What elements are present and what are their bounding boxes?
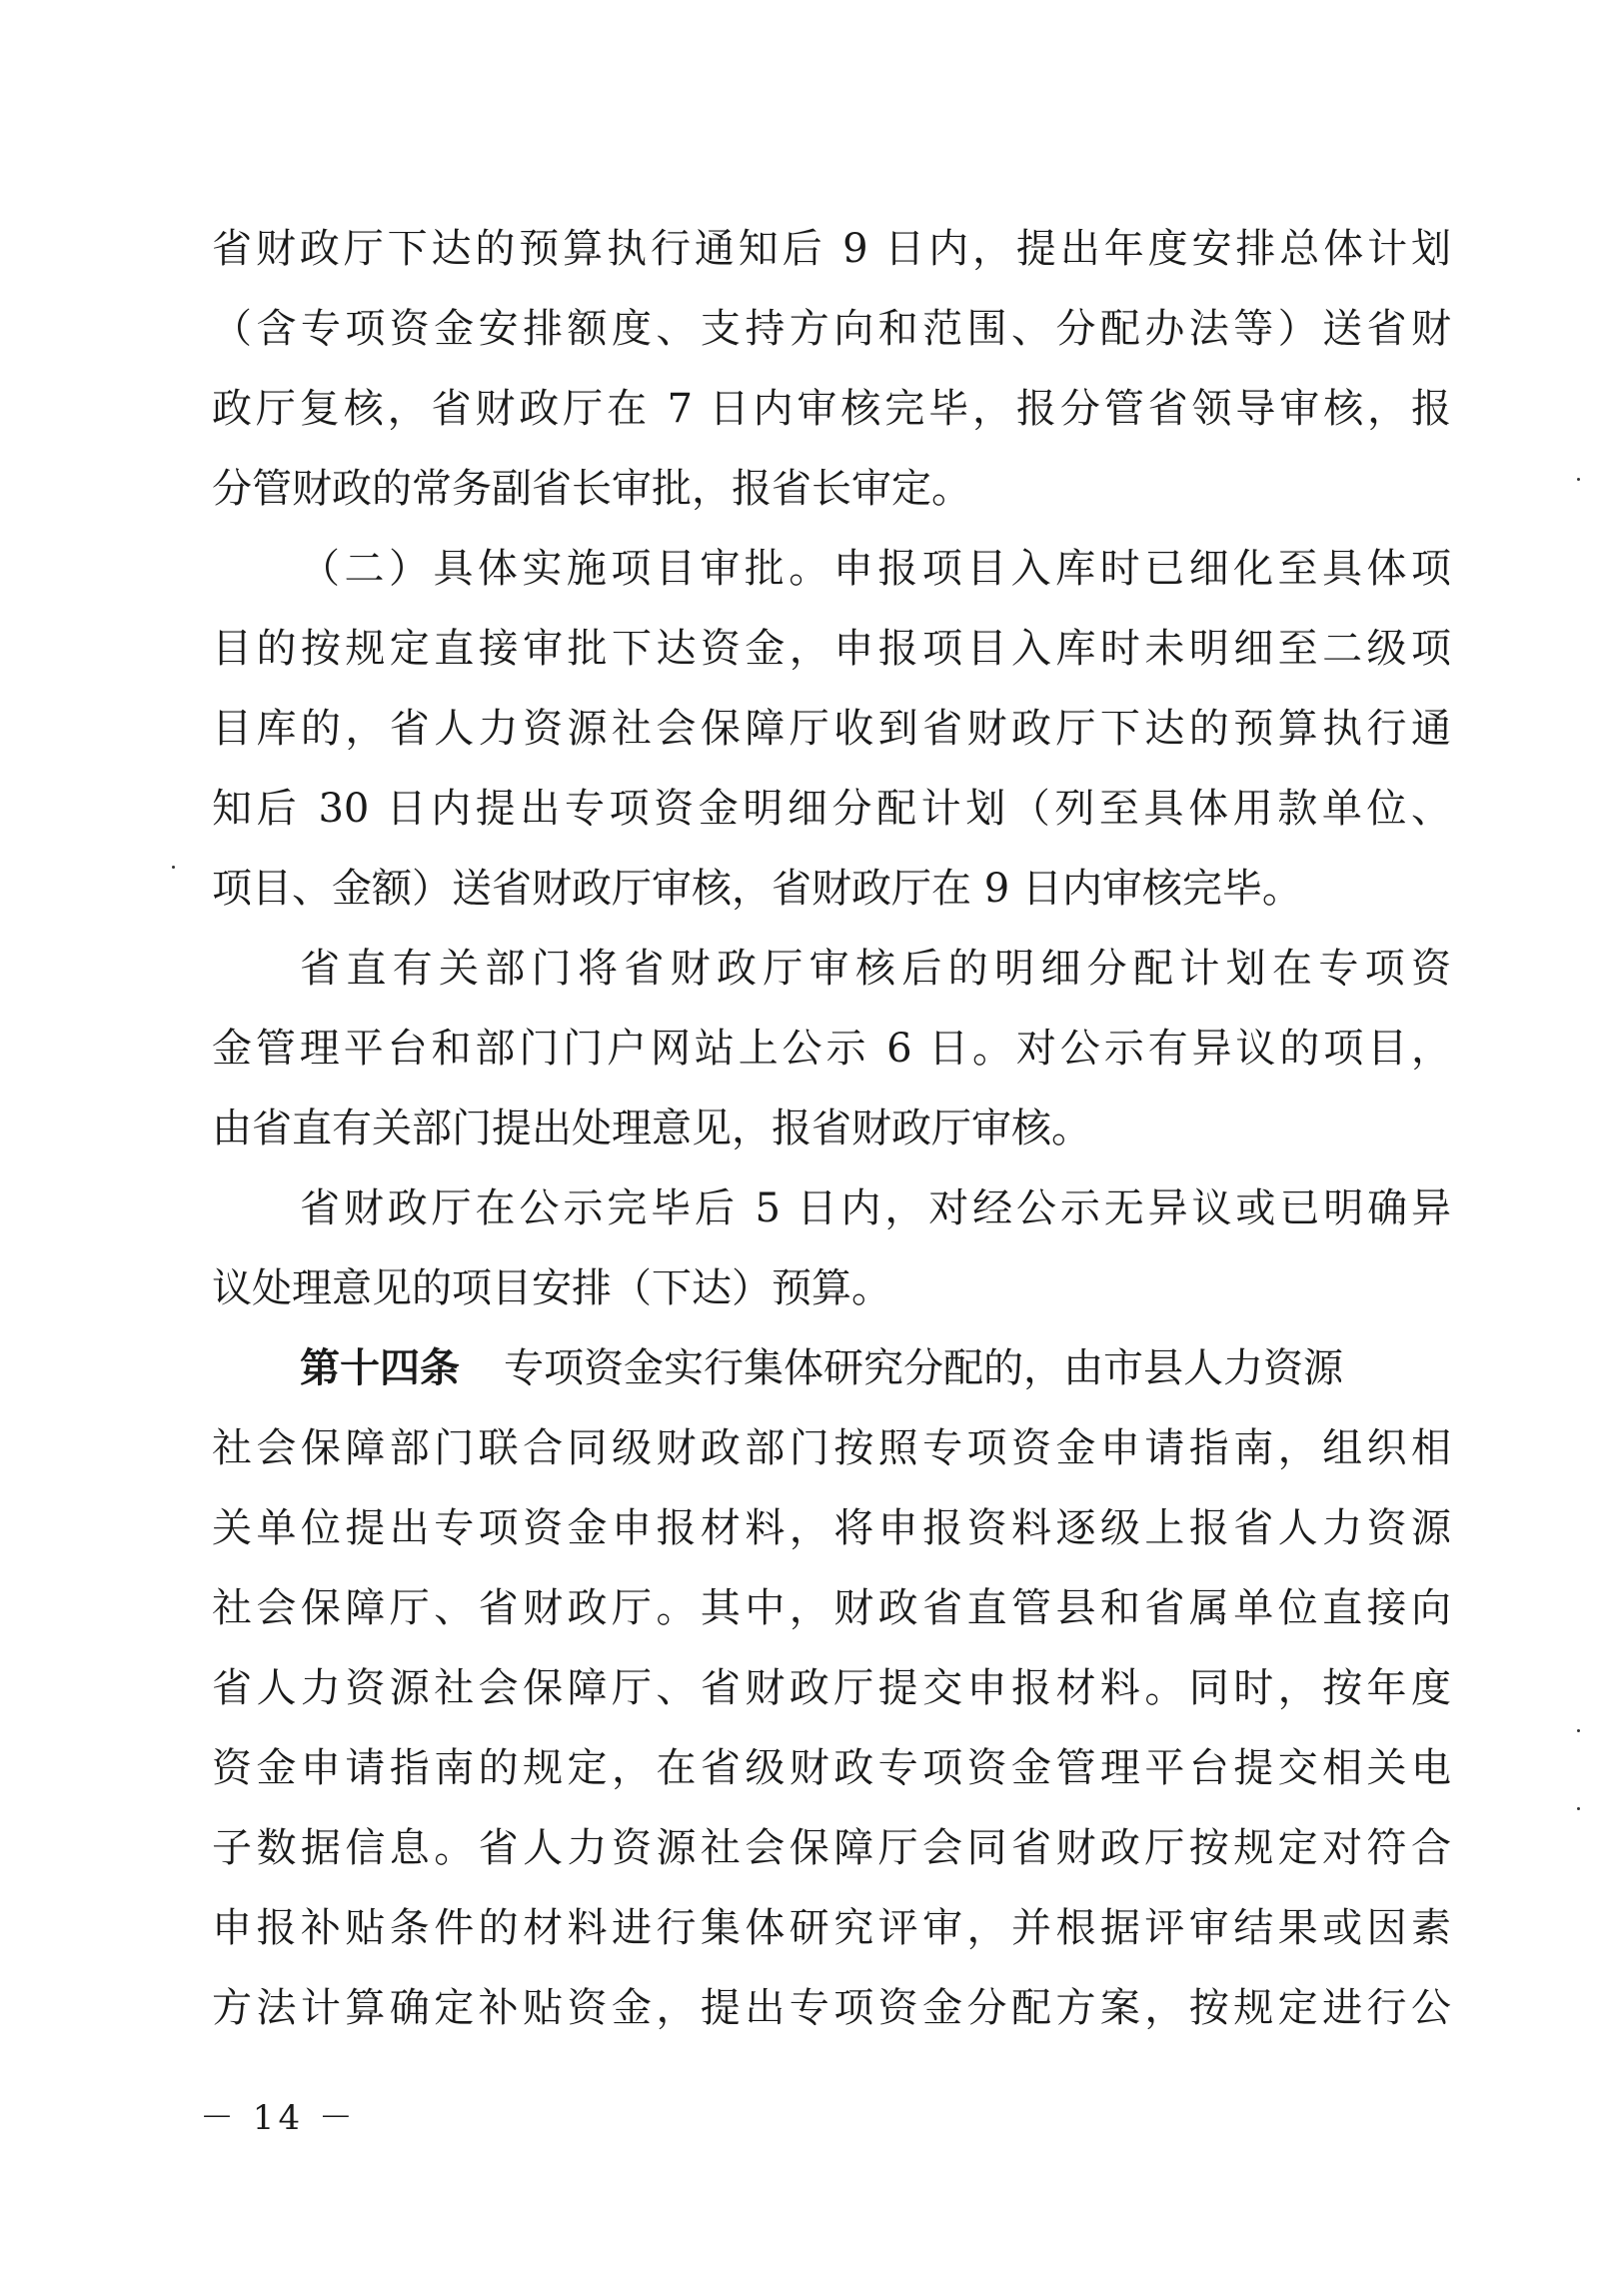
article-text: 专项资金实行集体研究分配的，由市县人力资源 [504,1345,1343,1391]
body-line: 方法计算确定补贴资金，提出专项资金分配方案，按规定进行公 [212,1985,1451,2031]
body-line: 分管财政的常务副省长审批，报省长审定。 [212,466,971,512]
body-line: 社会保障厅、省财政厅。其中，财政省直管县和省属单位直接向 [212,1585,1451,1631]
body-line: 项目、金额）送省财政厅审核，省财政厅在 9 日内审核完毕。 [212,866,1302,912]
paragraph-first-line: 省财政厅在公示完毕后 5 日内，对经公示无异议或已明确异 [300,1185,1451,1231]
body-line: 省人力资源社会保障厅、省财政厅提交申报材料。同时，按年度 [212,1665,1451,1711]
body-line: 议处理意见的项目安排（下达）预算。 [212,1265,891,1311]
body-line: 省财政厅下达的预算执行通知后 9 日内，提出年度安排总体计划 [212,226,1451,272]
body-line: 申报补贴条件的材料进行集体研究评审，并根据评审结果或因素 [212,1905,1451,1951]
scan-speck [172,866,175,869]
body-line: 知后 30 日内提出专项资金明细分配计划（列至具体用款单位、 [212,786,1451,832]
body-line: 子数据信息。省人力资源社会保障厅会同省财政厅按规定对符合 [212,1825,1451,1871]
article-heading: 第十四条 [300,1344,460,1391]
article-first-line [300,1328,1451,1408]
body-line: 由省直有关部门提出处理意见，报省财政厅审核。 [212,1106,1091,1151]
body-line: 资金申请指南的规定，在省级财政专项资金管理平台提交相关电 [212,1745,1451,1791]
scan-speck [1577,1807,1580,1810]
section-heading-line: （二）具体实施项目审批。申报项目入库时已细化至具体项 [300,546,1451,592]
body-line: 目的按规定直接审批下达资金，申报项目入库时未明细至二级项 [212,626,1451,672]
scan-speck [1577,478,1580,481]
body-line: 目库的，省人力资源社会保障厅收到省财政厅下达的预算执行通 [212,706,1451,752]
body-line: （含专项资金安排额度、支持方向和范围、分配办法等）送省财 [212,306,1451,352]
body-line: 政厅复核，省财政厅在 7 日内审核完毕，报分管省领导审核，报 [212,386,1451,432]
scan-speck [1577,1729,1580,1732]
body-line: 金管理平台和部门门户网站上公示 6 日。对公示有异议的项目， [212,1026,1451,1072]
body-line: 关单位提出专项资金申报材料，将申报资料逐级上报省人力资源 [212,1505,1451,1551]
paragraph-first-line: 省直有关部门将省财政厅审核后的明细分配计划在专项资 [300,946,1451,992]
page-number: － 14 － [200,2098,357,2138]
body-line: 社会保障部门联合同级财政部门按照专项资金申请指南，组织相 [212,1425,1451,1471]
